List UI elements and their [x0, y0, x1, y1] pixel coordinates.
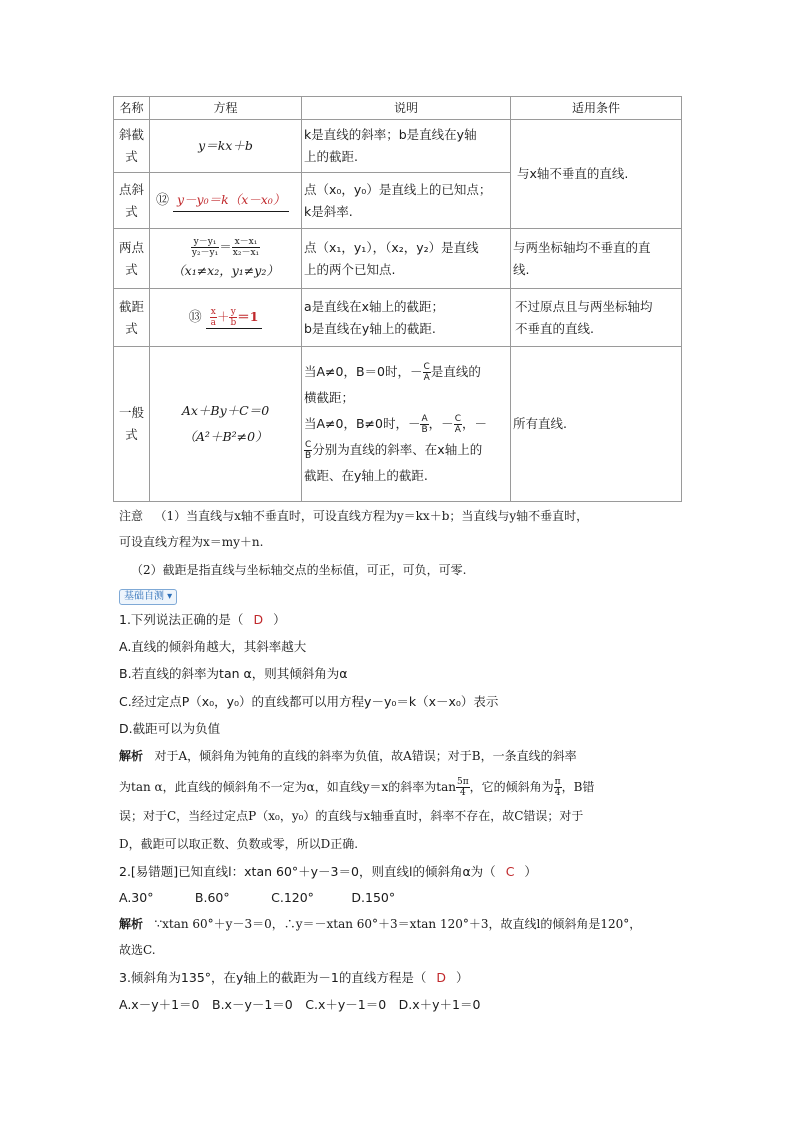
q2-answer: C: [505, 864, 515, 879]
row-name: 两点式: [114, 229, 150, 289]
row-name: 截距式: [114, 289, 150, 347]
q1-option-a: A.直线的倾斜角越大，其斜率越大: [119, 639, 307, 654]
point-slope-description: 点（x₀，y₀）是直线上的已知点； k是斜率.: [302, 173, 511, 229]
q2-solution-line-2: 故选C.: [119, 943, 156, 957]
note-line-2: 可设直线方程为x＝my＋n.: [119, 535, 264, 549]
intercept-condition: 不过原点且与两坐标轴均 不垂直的直线.: [511, 289, 682, 347]
table-header-row: [114, 97, 682, 120]
intercept-description: a是直线在x轴上的截距； b是直线在y轴上的截距.: [302, 289, 511, 347]
q1-solution-line-2: 为tan α，此直线的倾斜角不一定为α，如直线y＝x的斜率为tan $\frac{5\pi}{4}$ ，它的倾斜角为 $\frac{\pi}{4}$ ，B错: [119, 777, 595, 798]
q1-option-d: D.截距可以为负值: [119, 721, 221, 736]
slope-intercept-formula: y＝kx＋b: [150, 120, 302, 173]
note-line-3: （2）截距是指直线与坐标轴交点的坐标值，可正，可负，可零.: [131, 563, 467, 577]
general-condition: 所有直线.: [511, 347, 682, 502]
q1-stem: 1.下列说法正确的是（ D ）: [119, 612, 286, 627]
two-point-description: 点（x₁，y₁），（x₂，y₂）是直线 上的两个已知点.: [302, 229, 511, 289]
q2-options: A.30° B.60° C.120° D.150°: [119, 890, 396, 905]
q1-option-c: C.经过定点P（x₀，y₀）的直线都可以用方程y－y₀＝k（x－x₀）表示: [119, 694, 499, 709]
row-name: 点斜式: [114, 173, 150, 229]
line-equation-table: [113, 96, 682, 502]
q1-solution-line-1: 解析 对于A，倾斜角为钝角的直线的斜率为负值，故A错误；对于B，一条直线的斜率: [119, 749, 577, 763]
table-row-slope-intercept: [114, 120, 682, 173]
slope-intercept-description: k是直线的斜率；b是直线在y轴 上的截距.: [302, 120, 511, 173]
header-name: 名称: [114, 97, 150, 120]
point-slope-formula: ⑫ y－y₀＝k（x－x₀）: [150, 173, 302, 229]
two-point-formula: $\frac{\text{y－y₁}}{\text{y₂－y₁}}$ ＝ $\frac{\text{x－x₁}}{\text{x₂－x₁}}$ （x₁≠x₂，y₁≠y₂）: [150, 229, 302, 289]
section-tag: 基础自测 ▾: [119, 589, 177, 605]
q2-solution-line-1: 解析 ∵xtan 60°＋y－3＝0，∴y＝－xtan 60°＋3＝xtan 120°＋3，故直线l的倾斜角是120°，: [119, 917, 642, 931]
shared-condition: 与x轴不垂直的直线.: [511, 120, 682, 229]
general-formula: Ax＋By＋C＝0 （A²＋B²≠0）: [150, 347, 302, 502]
intercept-formula: ⑬ $\frac{x}{a}$ ＋ $\frac{y}{b}$ ＝1: [150, 289, 302, 347]
table-row-general: [114, 347, 682, 502]
q3-options: A.x－y＋1＝0 B.x－y－1＝0 C.x＋y－1＝0 D.x＋y＋1＝0: [119, 997, 481, 1012]
table-row-intercept: [114, 289, 682, 347]
q2-stem: 2.[易错题]已知直线l：xtan 60°＋y－3＝0，则直线l的倾斜角α为（ C ）: [119, 864, 537, 879]
header-equation: 方程: [150, 97, 302, 120]
header-description: 说明: [302, 97, 511, 120]
row-name: 斜截式: [114, 120, 150, 173]
q1-solution-line-3: 误；对于C，当经过定点P（x₀，y₀）的直线与x轴垂直时，斜率不存在，故C错误；对于: [119, 809, 584, 823]
general-description: 当A≠0，B＝0时，－ $\frac{C}{A}$ 是直线的 横截距； 当A≠0，B≠0时，－ $\frac{A}{B}$ ，－ $\frac{C}{A}$ ，－ $\frac{C}{B}$ 分别为直线的斜率、在x轴上的 截距、在y轴上的截距.: [302, 347, 511, 502]
q3-answer: D: [436, 970, 447, 985]
note-line-1: 注意 （1）当直线与x轴不垂直时，可设直线方程为y＝kx＋b；当直线与y轴不垂直时，: [119, 509, 589, 523]
q1-solution-line-4: D，截距可以取正数、负数或零，所以D正确.: [119, 837, 359, 851]
header-condition: 适用条件: [511, 97, 682, 120]
q1-option-b: B.若直线的斜率为tan α，则其倾斜角为α: [119, 666, 348, 681]
table-row-two-point: [114, 229, 682, 289]
two-point-condition: 与两坐标轴均不垂直的直 线.: [511, 229, 682, 289]
q3-stem: 3.倾斜角为135°，在y轴上的截距为－1的直线方程是（ D ）: [119, 970, 469, 985]
q1-answer: D: [253, 612, 264, 627]
row-name: 一般式: [114, 347, 150, 502]
